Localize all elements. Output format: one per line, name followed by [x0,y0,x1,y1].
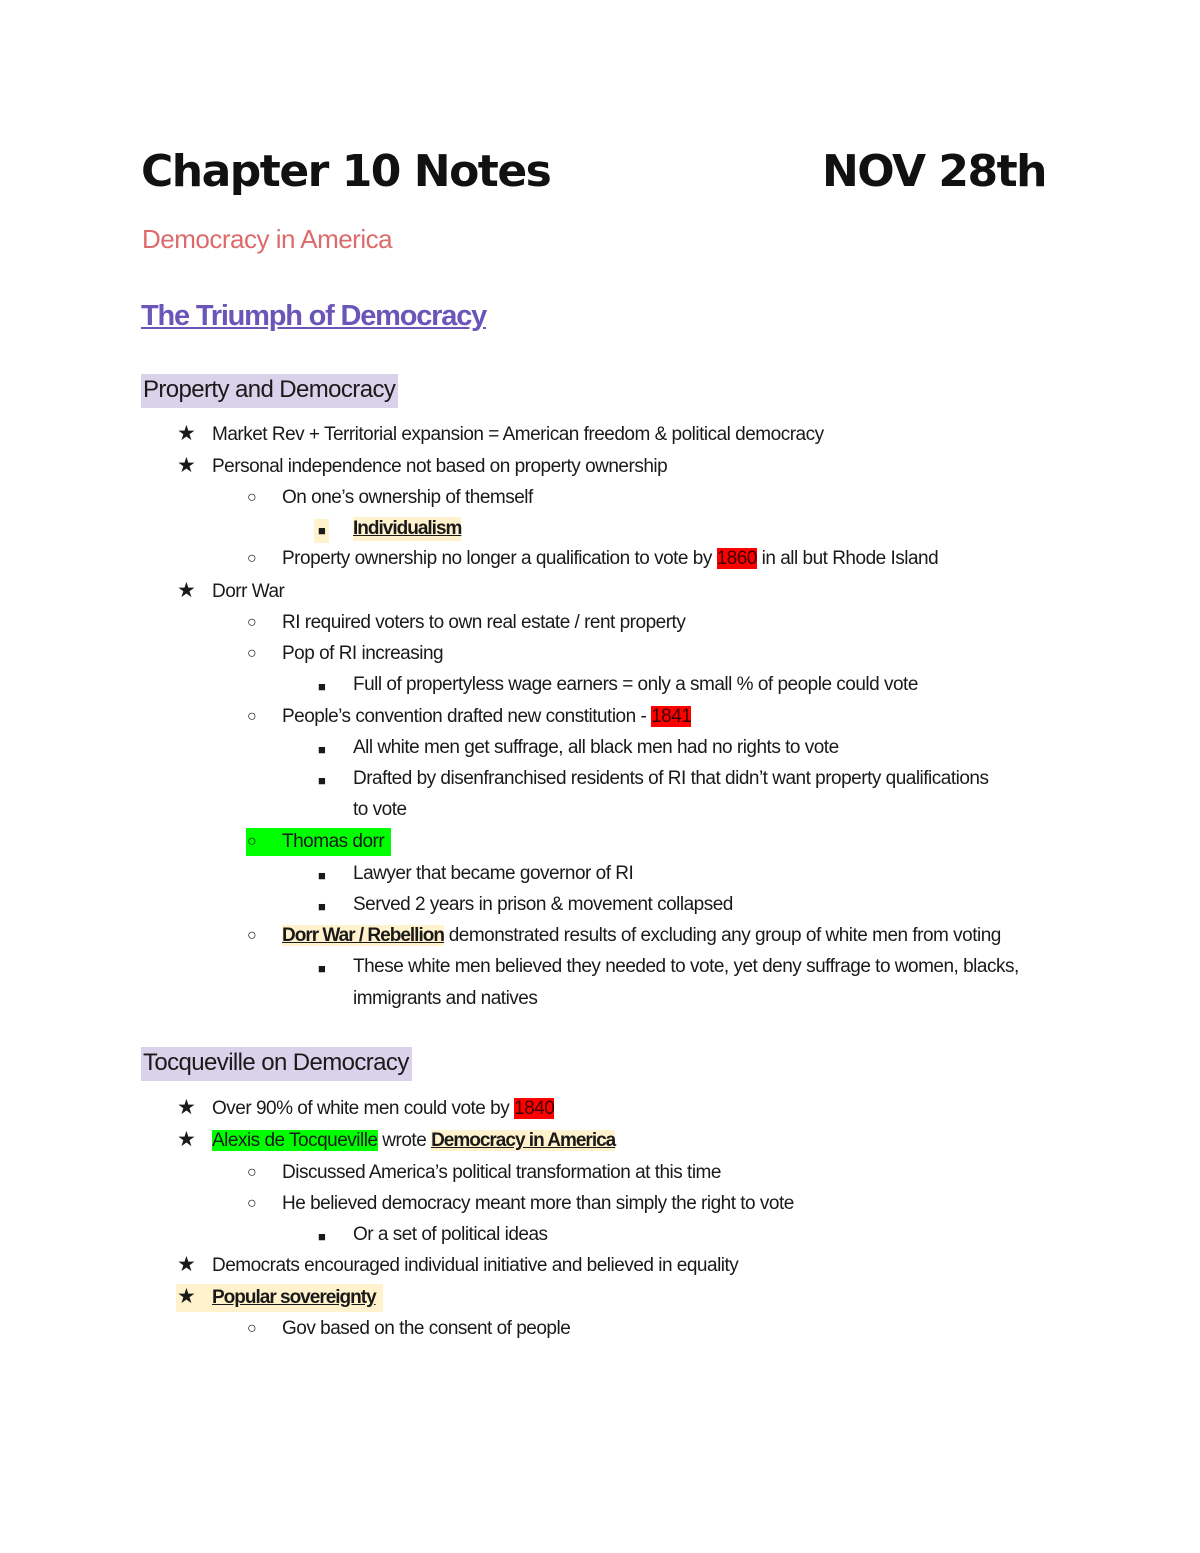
term-democracy-in-america: Democracy in America [431,1130,616,1151]
circle-bullet-icon: ○ [247,1320,257,1337]
square-bullet-icon: ■ [318,961,326,976]
section-title: The Triumph of Democracy [141,300,487,332]
item-text: to vote [353,799,407,820]
highlight-year: 1860 [716,548,757,569]
item-text: Discussed America’s political transformation at this time [282,1162,721,1183]
item-text: wrote [377,1130,432,1151]
item-text: Dorr War [212,581,285,602]
page-date: NOV 28th [821,146,1046,197]
item-text: He believed democracy meant more than simply the right to vote [282,1193,794,1214]
circle-bullet-icon: ○ [247,645,257,662]
square-bullet-icon: ■ [318,679,326,694]
item-text: Lawyer that became governor of RI [353,863,634,884]
circle-bullet-icon: ○ [247,550,257,567]
item-text-thomas-dorr: Thomas dorr [282,831,385,852]
item-text: RI required voters to own real estate / rent property [282,612,686,633]
star-bullet-icon: ★ [177,422,196,445]
circle-bullet-icon: ○ [247,1195,257,1212]
item-text: Served 2 years in prison & movement collapsed [353,894,733,915]
highlight-name: Alexis de Tocqueville [212,1130,378,1151]
item-text: Drafted by disenfranchised residents of RI that didn’t want property qualifications [353,768,989,789]
square-bullet-icon: ■ [318,868,326,883]
item-text: Property ownership no longer a qualification to vote by [282,548,717,569]
star-bullet-icon: ★ [177,1096,196,1119]
heading-tocqueville-on-democracy: Tocqueville on Democracy [141,1047,412,1081]
star-bullet-icon: ★ [177,1253,196,1276]
item-text: All white men get suffrage, all black men had no rights to vote [353,737,839,758]
square-bullet-icon: ■ [318,1229,326,1244]
page-subtitle: Democracy in America [142,224,393,254]
item-text: immigrants and natives [353,988,538,1009]
circle-bullet-icon: ○ [247,614,257,631]
highlight-year: 1841 [651,706,692,727]
item-text: Democrats encouraged individual initiative and believed in equality [212,1255,739,1276]
highlight-year: 1840 [514,1098,555,1119]
star-bullet-icon: ★ [177,1128,196,1151]
item-text: On one’s ownership of themself [282,487,533,508]
circle-bullet-icon: ○ [247,927,257,944]
square-bullet-icon: ■ [318,899,326,914]
item-text: Pop of RI increasing [282,643,444,664]
page-title: Chapter 10 Notes [141,146,551,197]
star-bullet-icon: ★ [177,1285,196,1308]
item-text: Or a set of political ideas [353,1224,548,1245]
item-text: These white men believed they needed to vote, yet deny suffrage to women, blacks, [353,956,1019,977]
item-text: demonstrated results of excluding any group of white men from voting [443,925,1001,946]
heading-property-and-democracy: Property and Democracy [141,374,398,408]
item-text: Full of propertyless wage earners = only a small % of people could vote [353,674,918,695]
circle-bullet-icon: ○ [247,1164,257,1181]
square-bullet-icon: ■ [318,773,326,788]
star-bullet-icon: ★ [177,579,196,602]
circle-bullet-icon: ○ [247,833,257,850]
square-bullet-icon: ■ [318,742,326,757]
star-bullet-icon: ★ [177,454,196,477]
circle-bullet-icon: ○ [247,489,257,506]
item-text: People’s convention drafted new constitution - [282,706,652,727]
item-text: in all but Rhode Island [756,548,939,569]
item-text: Gov based on the consent of people [282,1318,571,1339]
term-individualism: Individualism [353,518,462,539]
item-text: Over 90% of white men could vote by [212,1098,514,1119]
term-popular-sovereignty: Popular sovereignty [212,1287,376,1308]
square-bullet-icon: ■ [314,519,329,543]
item-text: Personal independence not based on property ownership [212,456,668,477]
term-dorr-war: Dorr War / Rebellion [282,925,444,946]
item-text: Market Rev + Territorial expansion = American freedom & political democracy [212,424,824,445]
circle-bullet-icon: ○ [247,708,257,725]
